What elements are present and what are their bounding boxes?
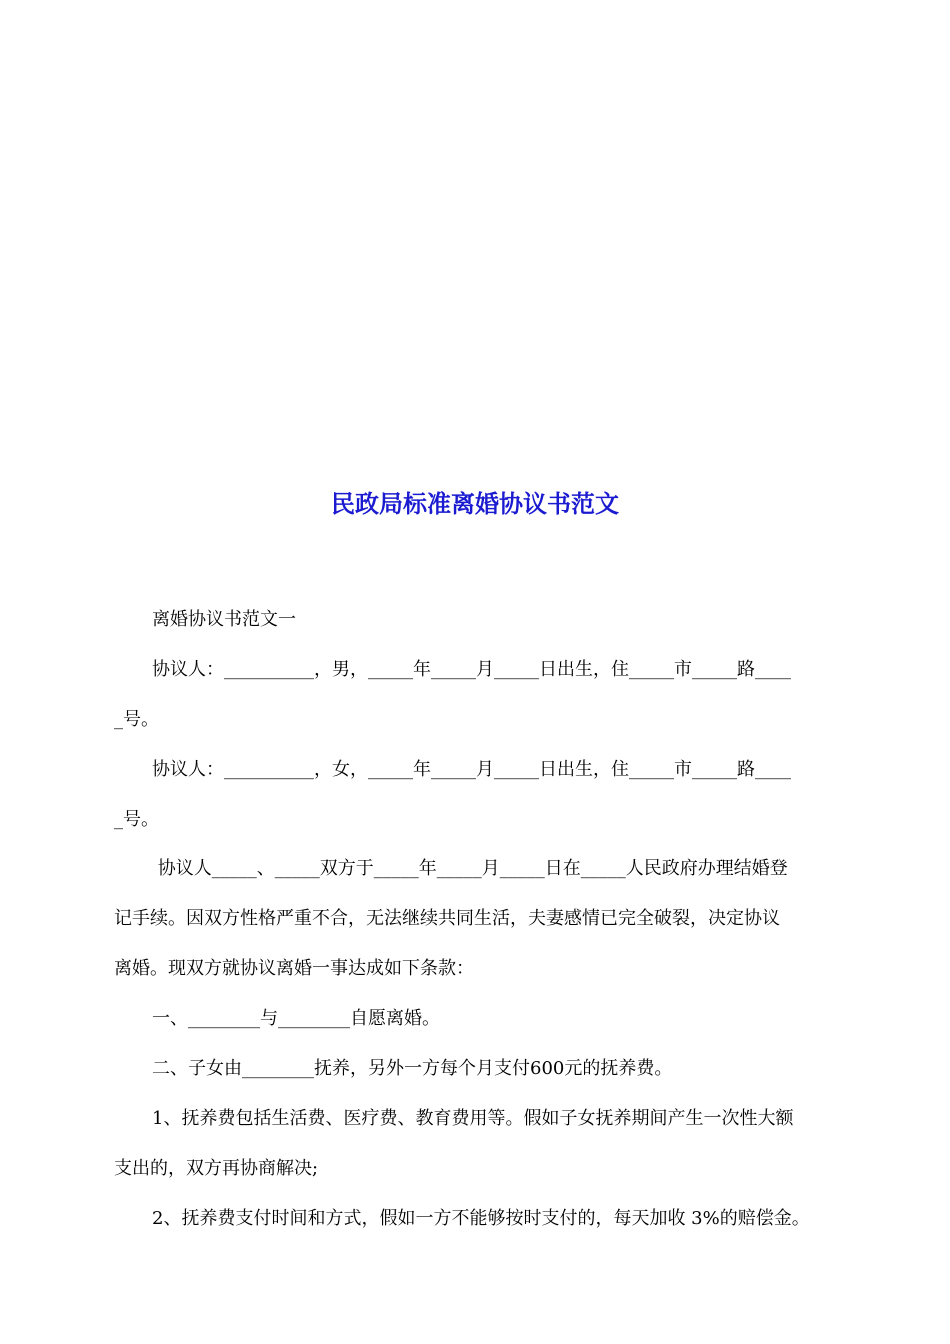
paragraph-line: 支出的，双方再协商解决; [114, 1158, 319, 1179]
paragraph-line: _号。 [114, 809, 159, 830]
paragraph-line: 二、子女由________抚养，另外一方每个月支付600元的抚养费。 [152, 1058, 673, 1079]
paragraph-line: 协议人_____、_____双方于_____年_____月_____日在_____人民政府办理结婚登 [152, 858, 788, 879]
paragraph-line: 2、抚养费支付时间和方式，假如一方不能够按时支付的，每天加收 3%的赔偿金。 [152, 1208, 810, 1229]
paragraph-line: 一、________与________自愿离婚。 [152, 1008, 440, 1029]
document-title: 民政局标准离婚协议书范文 [331, 489, 619, 518]
section-heading: 离婚协议书范文一 [152, 609, 296, 630]
paragraph-line: _号。 [114, 709, 159, 730]
paragraph-line: 离婚。现双方就协议离婚一事达成如下条款： [114, 958, 474, 979]
paragraph-line: 协议人：__________，女，_____年_____月_____日出生，住_____市_____路____ [152, 759, 791, 780]
paragraph-line: 1、抚养费包括生活费、医疗费、教育费用等。假如子女抚养期间产生一次性大额 [152, 1108, 794, 1129]
paragraph-line: 协议人：__________，男，_____年_____月_____日出生，住_____市_____路____ [152, 659, 791, 680]
paragraph-line: 记手续。因双方性格严重不合，无法继续共同生活，夫妻感情已完全破裂，决定协议 [114, 908, 780, 929]
